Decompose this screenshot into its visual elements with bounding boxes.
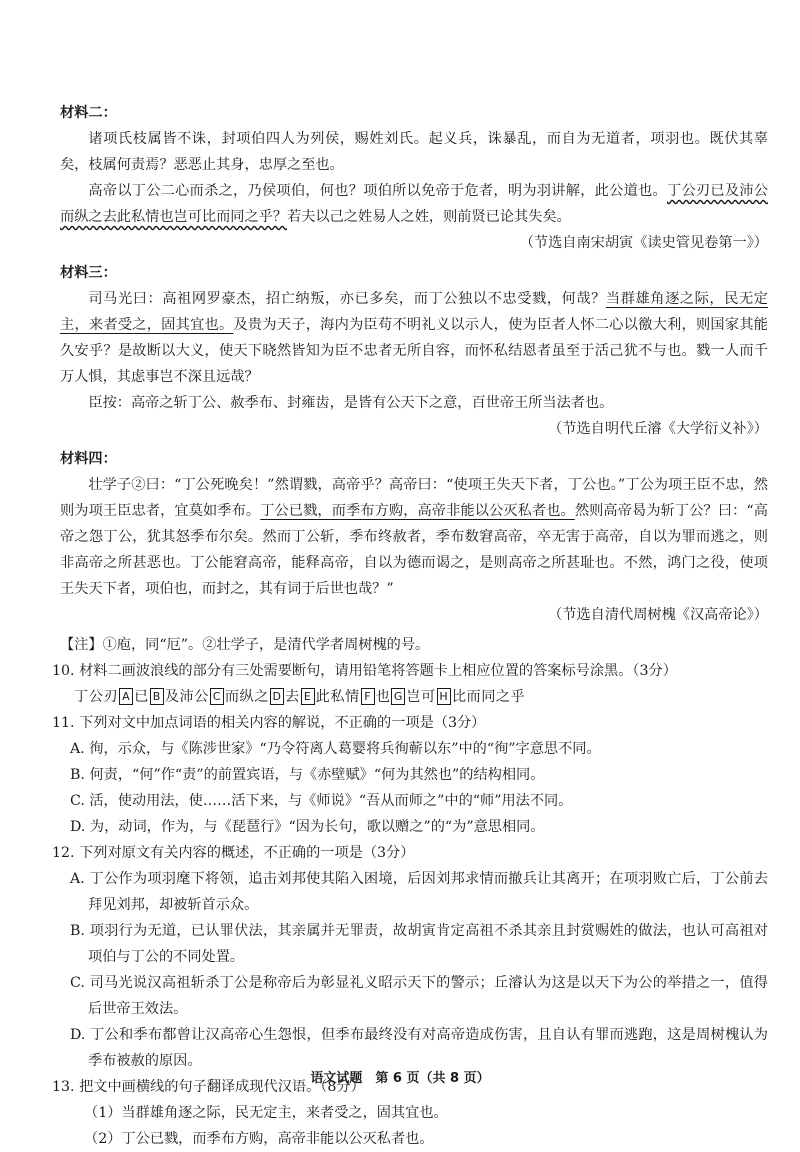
segment-text: 及沛公 [164, 689, 209, 705]
question-13-item-1: （1）当群雄角逐之际，民无定主，来者受之，固其宜也。 [84, 1105, 448, 1121]
answer-box-g[interactable]: G [391, 688, 405, 705]
question-12-option-a: A. 丁公作为项羽麾下将领，追击刘邦使其陷入困境，后因刘邦求情而撤兵让其离开；在项羽败亡后，丁公前去拜见刘邦，却被斩首示众。 [70, 871, 768, 913]
exam-page [52, 96, 768, 1152]
text-run: 司马光曰：高祖网罗豪杰，招亡纳叛，亦已多矣，而丁公独以不忠受戮，何哉？ [88, 291, 606, 307]
material-2-heading: 材料二： [60, 105, 117, 121]
segment-text: 丁公刃 [74, 689, 119, 705]
underlined-sentence-2: 丁公已戮，而季布方购，高帝非能以公灭私者也。 [260, 503, 575, 519]
material-2-source: （节选自南宋胡寅《读史管见卷第一》） [519, 235, 768, 251]
text-run: 然则高帝曷为斩丁公？曰：“高帝之怨丁公，犹其怒季布尔矣。然而丁公斩，季布终赦者，季布数窘高帝，卒无害于高帝，自以为罪而逃之，则非高帝之所甚恶也。丁公能窘高帝，能释高帝，自以为德而谒之，是则高帝之所甚耻也。不然，鸿门之役，使项王失天下者，项伯也，而封之，其有词于后世也哉？” [60, 503, 768, 597]
question-13-stem: 13. 把文中画横线的句子翻译成现代汉语。（8分） [52, 1079, 365, 1095]
material-4-heading: 材料四： [60, 451, 117, 467]
answer-box-h[interactable]: H [437, 688, 451, 705]
segment-text: 此私情 [315, 689, 360, 705]
material-3-heading: 材料三： [60, 265, 117, 281]
material-2-paragraph-2 [60, 178, 768, 230]
segment-text: 已 [134, 689, 149, 705]
wavy-underlined-sentence: 丁公刃已及沛公而纵之去此私情也岂可比而同之乎？ [60, 183, 768, 225]
text-run: 若夫以己之姓易人之姓，则前贤已论其失矣。 [287, 209, 571, 225]
question-12-option-c: C. 司马光说汉高祖斩杀丁公是称帝后为彰显礼义昭示天下的警示；丘濬认为这是以天下为公的举措之一，值得后世帝王效法。 [70, 975, 768, 1017]
question-11-option-d: D. 为，动词，作为，与《琵琶行》“因为长句，歌以赠之”的“为”意思相同。 [70, 819, 545, 835]
question-11-option-a: A. 徇，示众，与《陈涉世家》“乃令符离人葛婴将兵徇蕲以东”中的“徇”字意思不同。 [70, 741, 601, 757]
question-12-option-b: B. 项羽行为无道，已认罪伏法，其亲属并无罪责，故胡寅肯定高祖不杀其亲且封赏赐姓的做法，也认可高祖对项伯与丁公的不同处置。 [70, 923, 768, 965]
question-12-stem: 12. 下列对原文有关内容的概述，不正确的一项是（3分） [52, 845, 415, 861]
text-run: 壮学子②曰：“丁公死晚矣！”然谓戮，高帝乎？高帝曰：“使项王失天下者，丁公也。”丁公为项王臣不忠，然则为项王臣忠者，宜莫如季布。 [60, 477, 768, 519]
text-run: 及贵为天子，海内为臣苟不明礼义以示人，使为臣者人怀二心以徼大利，则国家其能久安乎？是故断以大义，使天下晓然皆知为臣不忠者无所自容，而怀私结恩者虽至于活己犹不与也。戮一人而千万人惧，其虑事岂不深且远哉？ [60, 317, 768, 385]
segment-text: 而纵之 [224, 689, 269, 705]
answer-box-b[interactable]: B [150, 688, 164, 705]
material-3-paragraph-2: 臣按：高帝之斩丁公、赦季布、封雍齿，是皆有公天下之意，百世帝王所当法者也。 [88, 395, 614, 411]
answer-box-f[interactable]: F [361, 688, 375, 705]
answer-box-d[interactable]: D [270, 688, 284, 705]
answer-box-c[interactable]: C [210, 688, 224, 705]
annotation-note: 【注】①庖，同“厄”。②壮学子，是清代学者周树槐的号。 [60, 637, 430, 653]
segment-text: 岂可 [406, 689, 436, 705]
question-11-stem: 11. 下列对文中加点词语的相关内容的解说，不正确的一项是（3分） [52, 715, 486, 731]
segment-text: 去 [284, 689, 300, 705]
text-run: 高帝以丁公二心而杀之，乃侯项伯，何也？项伯所以免帝于危者，明为羽讲解，此公道也。 [88, 183, 667, 199]
question-11-option-c: C. 活，使动用法，使……活下来，与《师说》“吾从而师之”中的“师”用法不同。 [70, 793, 573, 809]
material-3-paragraph-1 [60, 286, 768, 390]
page-footer: 语文试题 第 6 页（共 8 页） [310, 1071, 490, 1086]
segment-text: 比而同之乎 [451, 689, 526, 705]
question-12-option-d: D. 丁公和季布都曾让汉高帝心生怨恨，但季布最终没有对高帝造成伤害，且自认有罪而逃跑，这是周树槐认为季布被赦的原因。 [70, 1027, 768, 1069]
material-2-paragraph-1: 诸项氏枝属皆不诛，封项伯四人为列侯，赐姓刘氏。起义兵，诛暴乱，而自为无道者，项羽也。既伏其辜矣，枝属何责焉？恶恶止其身，忠厚之至也。 [60, 131, 768, 173]
material-3-source: （节选自明代丘濬《大学衍义补》） [548, 421, 768, 437]
answer-box-a[interactable]: A [119, 688, 133, 705]
material-4-source: （节选自清代周树槐《汉高帝论》） [548, 607, 768, 623]
question-11-option-b: B. 何责，“何”作“责”的前置宾语，与《赤壁赋》“何为其然也”的结构相同。 [70, 767, 545, 783]
segment-text: 也 [375, 689, 391, 705]
answer-box-e[interactable]: E [301, 688, 315, 705]
question-10-stem: 10. 材料二画波浪线的部分有三处需要断句，请用铅笔将答题卡上相应位置的答案标号涂黑。（3分） [52, 663, 677, 679]
underlined-sentence-1: 当群雄角逐之际，民无定主，来者受之，固其宜也。 [60, 291, 768, 333]
question-10-segmentation [60, 684, 768, 710]
material-4-paragraph-1 [60, 472, 768, 602]
question-13-item-2: （2）丁公已戮，而季布方购，高帝非能以公灭私者也。 [84, 1131, 434, 1147]
